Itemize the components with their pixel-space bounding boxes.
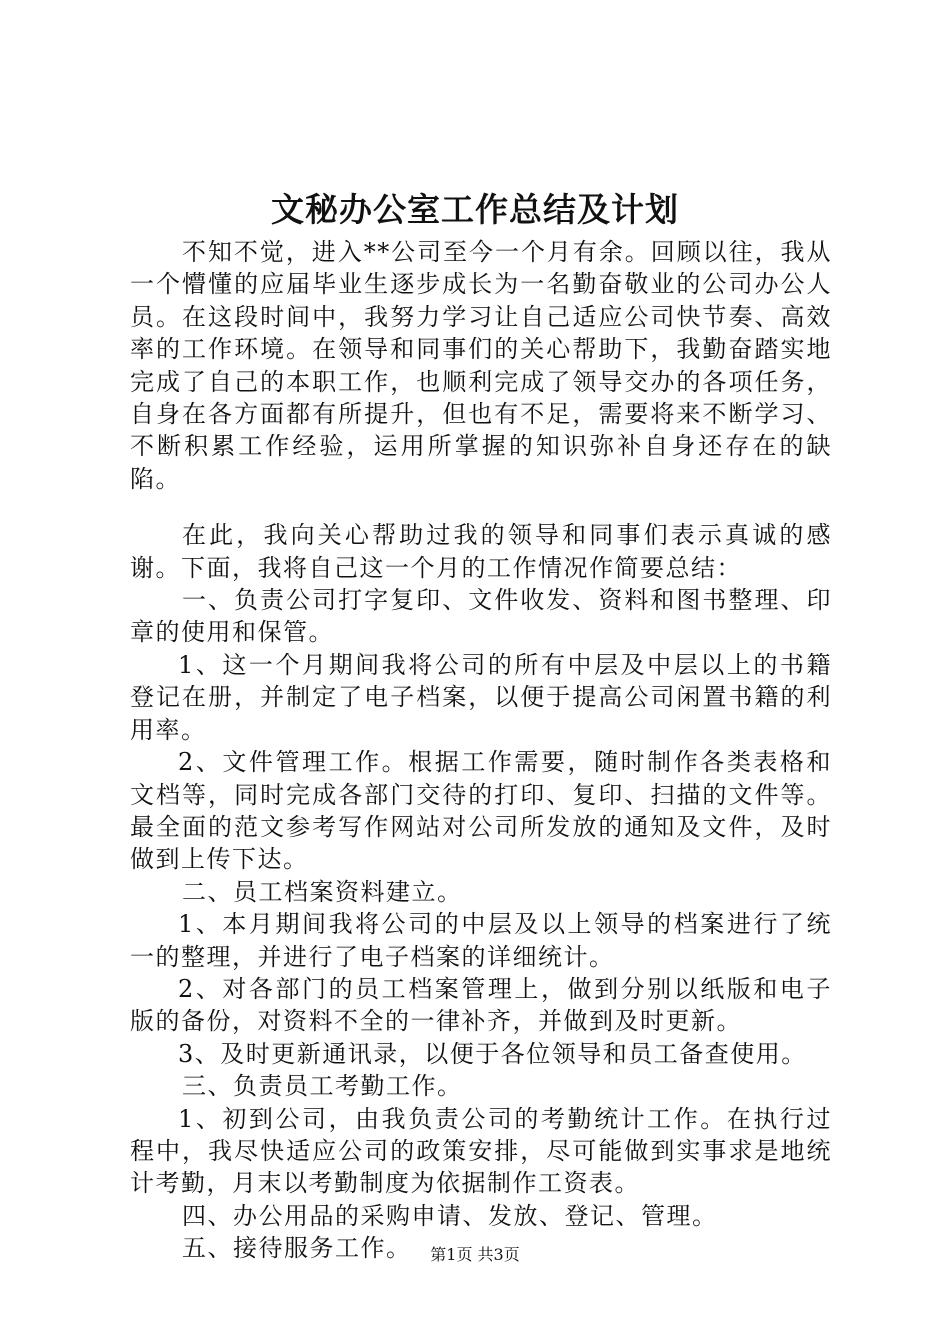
section-heading-2: 二、员工档案资料建立。 [182, 877, 463, 906]
list-item: 1、本月期间我将公司的中层及以上领导的档案进行了统一的整理，并进行了电子档案的详细统计。 [130, 910, 832, 971]
list-item: 3、及时更新通讯录，以便于各位领导和员工备查使用。 [178, 1039, 807, 1068]
paragraph-intro: 不知不觉，进入**公司至今一个月有余。回顾以往，我从一个懵懂的应届毕业生逐步成长为一名勤奋敬业的公司办公人员。在这段时间中，我努力学习让自己适应公司快节奏、高效率的工作环境。在领导和同事们的关心帮助下，我勤奋踏实地完成了自己的本职工作，也顺利完成了领导交办的各项任务，自身在各方面都有所提升，但也有不足，需要将来不断学习、不断积累工作经验，运用所掌握的知识弥补自身还存在的缺陷。 [130, 238, 832, 493]
list-item: 2、文件管理工作。根据工作需要，随时制作各类表格和文档等，同时完成各部门交待的打印、复印、扫描的文件等。最全面的范文参考写作网站对公司所发放的通知及文件，及时做到上传下达。 [130, 748, 832, 874]
document-title: 文秘办公室工作总结及计划 [271, 190, 679, 229]
section-heading-1: 一、负责公司打字复印、文件收发、资料和图书整理、印章的使用和保管。 [130, 586, 832, 647]
list-item: 1、这一个月期间我将公司的所有中层及中层以上的书籍登记在册，并制定了电子档案，以便于提高公司闲置书籍的利用率。 [130, 650, 832, 744]
list-item: 2、对各部门的员工档案管理上，做到分别以纸版和电子版的备份，对资料不全的一律补齐，并做到及时更新。 [130, 974, 832, 1036]
paragraph-gap [130, 495, 832, 519]
section-heading-3: 三、负责员工考勤工作。 [182, 1072, 463, 1101]
list-item: 1、初到公司，由我负责公司的考勤统计工作。在执行过程中，我尽快适应公司的政策安排，尽可能做到实事求是地统计考勤，月末以考勤制度为依据制作工资表。 [130, 1104, 832, 1198]
section-heading-4: 四、办公用品的采购申请、发放、登记、管理。 [182, 1201, 718, 1230]
document-body [130, 236, 832, 1265]
section-heading-5: 五、接待服务工作。 [182, 1234, 412, 1263]
paragraph-thanks: 在此，我向关心帮助过我的领导和同事们表示真诚的感谢。下面，我将自己这一个月的工作情况作简要总结： [130, 521, 832, 582]
page-footer: 第1页 共3页 [430, 1245, 520, 1264]
